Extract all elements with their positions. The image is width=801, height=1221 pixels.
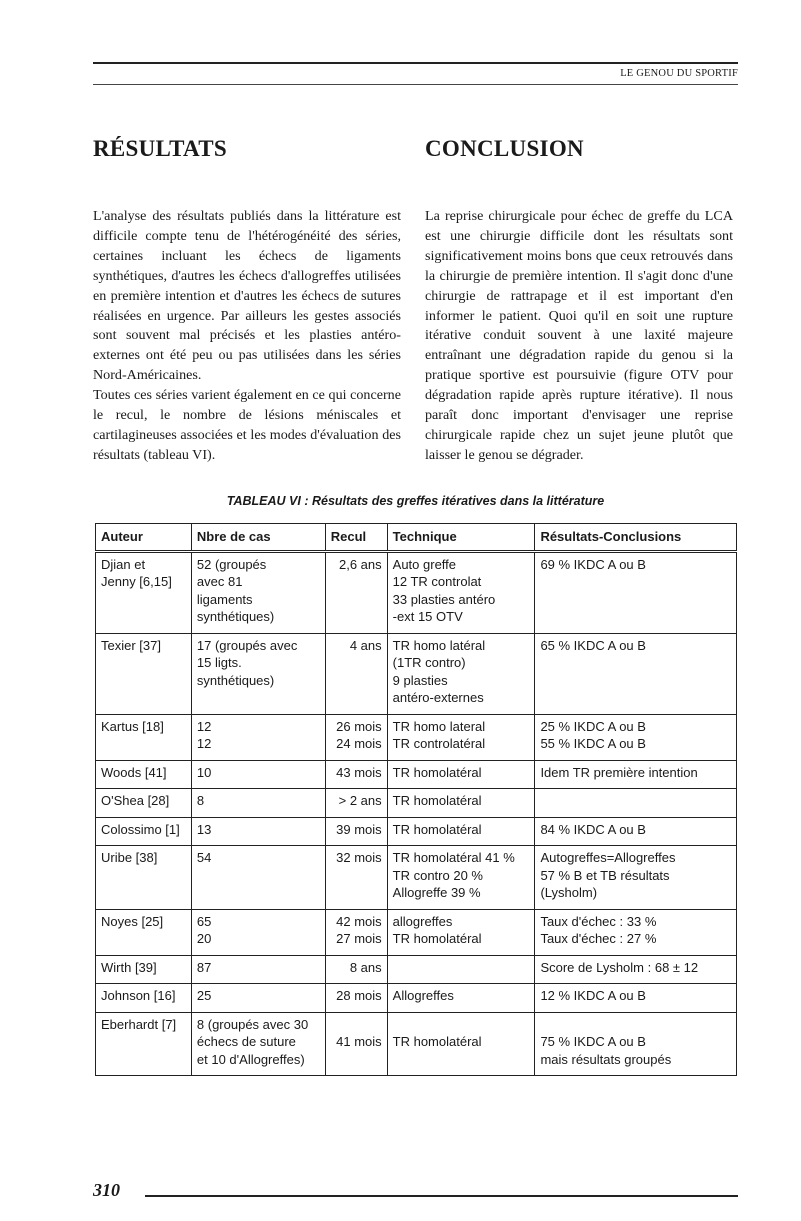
cell-line: TR homolatéral: [392, 931, 482, 946]
cell-recul: [325, 714, 387, 760]
cell-line: (1TR contro): [392, 655, 466, 670]
cell-technique: [387, 1012, 535, 1076]
cell-line: 54: [196, 850, 212, 865]
column-header-resultats: Résultats-Conclusions: [535, 524, 737, 552]
cell-nbre-de-cas: [191, 789, 325, 818]
cell-line: 10: [196, 764, 212, 780]
column-header-auteur: Auteur: [96, 524, 192, 552]
cell-auteur: [96, 551, 192, 633]
cell-recul: [325, 1012, 387, 1076]
cell-line: Autogreffes=Allogreffes: [540, 850, 676, 865]
cell-line: 27 mois: [336, 931, 382, 946]
cell-line: 65 % IKDC A ou B: [540, 637, 646, 653]
table-row: [96, 633, 737, 714]
cell-line: avec 81: [196, 574, 243, 589]
results-body: [93, 207, 401, 466]
cell-resultats: [535, 955, 737, 984]
cell-recul: [325, 551, 387, 633]
cell-resultats: [535, 909, 737, 955]
cell-line: 25 % IKDC A ou B: [540, 718, 646, 734]
cell-resultats: [535, 551, 737, 633]
cell-resultats: [535, 633, 737, 714]
cell-line: > 2 ans: [338, 793, 382, 808]
cell-line: 25: [196, 988, 212, 1003]
cell-auteur: [96, 714, 192, 760]
cell-recul: [325, 909, 387, 955]
cell-line: Idem TR première intention: [540, 764, 698, 780]
cell-line: -ext 15 OTV: [392, 609, 463, 624]
cell-auteur: [96, 1012, 192, 1076]
cell-recul: [325, 846, 387, 910]
cell-line: et 10 d'Allogreffes): [196, 1051, 305, 1067]
cell-line: 28 mois: [336, 988, 382, 1003]
cell-line: Wirth [39]: [101, 959, 157, 975]
cell-line: Score de Lysholm : 68 ± 12: [540, 959, 699, 975]
table-row: [96, 984, 737, 1013]
cell-line: 57 % B et TB résultats: [540, 867, 670, 883]
conclusion-title: CONCLUSION: [425, 136, 584, 161]
cell-line: 13: [196, 821, 212, 837]
cell-resultats: [535, 984, 737, 1013]
cell-auteur: [96, 789, 192, 818]
cell-nbre-de-cas: [191, 846, 325, 910]
cell-auteur: [96, 760, 192, 789]
cell-line: Texier [37]: [101, 637, 161, 653]
footer-rule: [145, 1195, 738, 1197]
cell-auteur: [96, 984, 192, 1013]
table-row: [96, 955, 737, 984]
cell-technique: [387, 909, 535, 955]
cell-technique: [387, 789, 535, 818]
cell-nbre-de-cas: [191, 817, 325, 846]
cell-line: antéro-externes: [392, 690, 484, 705]
table-header-row: [96, 524, 737, 552]
cell-line: ligaments: [196, 591, 253, 607]
cell-line: Kartus [18]: [101, 718, 164, 734]
cell-recul: [325, 789, 387, 818]
cell-line: [540, 792, 731, 810]
cell-technique: [387, 633, 535, 714]
cell-line: 24 mois: [336, 736, 382, 751]
table-row: [96, 760, 737, 789]
cell-resultats: [535, 1012, 737, 1076]
cell-line: TR contro 20 %: [392, 867, 483, 883]
cell-nbre-de-cas: [191, 984, 325, 1013]
cell-nbre-de-cas: [191, 955, 325, 984]
cell-line: Taux d'échec : 33 %: [540, 913, 657, 929]
cell-line: 20: [196, 931, 212, 946]
cell-line: 65: [196, 913, 212, 929]
cell-line: 12: [196, 718, 212, 734]
cell-line: Uribe [38]: [101, 850, 158, 865]
cell-line: Eberhardt [7]: [101, 1016, 177, 1032]
running-head: LE GENOU DU SPORTIF: [620, 68, 738, 79]
cell-line: TR homo latéral: [392, 637, 486, 653]
cell-line: Allogreffes: [392, 988, 454, 1003]
cell-technique: [387, 955, 535, 984]
cell-line: Jenny [6,15]: [101, 574, 172, 589]
cell-line: TR homo lateral: [392, 718, 486, 734]
column-header-recul: Recul: [325, 524, 387, 552]
cell-resultats: [535, 714, 737, 760]
cell-line: 84 % IKDC A ou B: [540, 821, 646, 837]
results-paragraph: L'analyse des résultats publiés dans la littérature est difficile compte tenu de l'hétérogénéité des séries, certaines incluant les échecs de ligaments synthétiques, d'autres les échecs d'allogreffes utilisées en première intention et d'autres les échecs de sutures réalisées en urgence. Par ailleurs les gestes associés sont souvent mal précisés et les plasties antéro-externes ont été peu ou pas utilisées dans les séries Nord-Américaines.: [93, 208, 401, 384]
cell-line: Woods [41]: [101, 764, 167, 780]
cell-nbre-de-cas: [191, 633, 325, 714]
cell-nbre-de-cas: [191, 551, 325, 633]
cell-line: 52 (groupés: [196, 556, 267, 572]
cell-line: 32 mois: [336, 850, 382, 865]
cell-line: TR controlatéral: [392, 736, 486, 751]
cell-auteur: [96, 909, 192, 955]
header-rule: [93, 84, 738, 85]
cell-line: synthétiques): [196, 609, 275, 624]
cell-resultats: [535, 817, 737, 846]
cell-line: 69 % IKDC A ou B: [540, 556, 646, 572]
conclusion-body: [425, 207, 733, 466]
table-body: [96, 551, 737, 1076]
cell-line: [540, 1016, 731, 1034]
cell-line: [393, 1016, 530, 1034]
results-paragraph: Toutes ces séries varient également en ce qui concerne le recul, le nombre de lésions méniscales et cartilagineuses associées et les modes d'évaluation des résultats (tableau VI).: [93, 387, 401, 463]
cell-line: TR homolatéral: [392, 764, 482, 780]
cell-auteur: [96, 633, 192, 714]
table-row: [96, 1012, 737, 1076]
cell-line: 41 mois: [336, 1034, 382, 1049]
cell-line: 87: [196, 959, 212, 975]
cell-line: 12 TR controlat: [392, 574, 482, 589]
cell-line: TR homolatéral: [392, 793, 482, 808]
cell-line: 55 % IKDC A ou B: [540, 736, 646, 751]
cell-line: échecs de suture: [196, 1034, 296, 1049]
cell-line: 33 plasties antéro: [392, 591, 496, 607]
cell-line: Johnson [16]: [101, 988, 176, 1003]
cell-line: 75 % IKDC A ou B: [540, 1034, 646, 1049]
cell-line: Taux d'échec : 27 %: [540, 931, 657, 946]
cell-line: 12 % IKDC A ou B: [540, 988, 646, 1003]
cell-recul: [325, 760, 387, 789]
cell-line: Auto greffe: [392, 556, 457, 572]
cell-recul: [325, 984, 387, 1013]
cell-technique: [387, 760, 535, 789]
cell-auteur: [96, 955, 192, 984]
cell-line: 2,6 ans: [339, 556, 382, 572]
cell-technique: [387, 984, 535, 1013]
cell-line: 15 ligts.: [196, 655, 242, 670]
cell-line: 39 mois: [336, 821, 382, 837]
conclusion-paragraph: La reprise chirurgicale pour échec de greffe du LCA est une chirurgie difficile dont les résultats sont significativement moins bons que ceux retrouvés dans la chirurgie de première intention. Il s'agit donc d'une chirurgie de rattrapage et il est important d'en informer le patient. Quoi qu'il en soit une rupture itérative conduit souvent à une laxité majeure entraînant une dégradation rapide du genou si la pratique sportive est poursuivie (figure OTV pour dégradation rapide après rupture itérative). Il nous paraît donc important d'envisager une reprise chirurgicale rapide chez un sujet jeune plutôt que laisser le genou se dégrader.: [425, 208, 733, 463]
cell-line: Djian et: [101, 556, 146, 572]
cell-line: 8 (groupés avec 30: [196, 1016, 309, 1032]
cell-technique: [387, 846, 535, 910]
table-row: [96, 789, 737, 818]
cell-nbre-de-cas: [191, 1012, 325, 1076]
cell-line: allogreffes: [392, 913, 453, 929]
cell-recul: [325, 817, 387, 846]
cell-technique: [387, 551, 535, 633]
cell-nbre-de-cas: [191, 909, 325, 955]
cell-line: 9 plasties: [392, 672, 448, 688]
results-title: RÉSULTATS: [93, 136, 227, 161]
cell-line: 8: [196, 793, 205, 808]
cell-recul: [325, 633, 387, 714]
cell-resultats: [535, 760, 737, 789]
column-header-nbre-de-cas: Nbre de cas: [191, 524, 325, 552]
cell-resultats: [535, 846, 737, 910]
column-header-technique: Technique: [387, 524, 535, 552]
cell-line: [393, 959, 530, 977]
cell-line: TR homolatéral 41 %: [392, 850, 515, 865]
results-table: [95, 523, 737, 1076]
page-number: 310: [93, 1180, 120, 1200]
cell-line: O'Shea [28]: [101, 793, 170, 808]
cell-line: 8 ans: [349, 959, 382, 975]
cell-line: (Lysholm): [540, 885, 598, 900]
table-row: [96, 909, 737, 955]
top-rule: [93, 62, 738, 64]
cell-line: 17 (groupés avec: [196, 637, 298, 653]
table-row: [96, 817, 737, 846]
cell-line: 26 mois: [336, 718, 382, 734]
cell-line: mais résultats groupés: [540, 1051, 672, 1067]
table-row: [96, 714, 737, 760]
cell-line: 42 mois: [336, 913, 382, 929]
cell-line: 4 ans: [349, 637, 382, 653]
table-caption: TABLEAU VI : Résultats des greffes itératives dans la littérature: [226, 494, 605, 508]
cell-line: 12: [196, 736, 212, 751]
cell-line: TR homolatéral: [392, 1034, 482, 1049]
cell-technique: [387, 817, 535, 846]
table-row: [96, 551, 737, 633]
cell-line: 43 mois: [336, 764, 382, 780]
cell-line: TR homolatéral: [392, 821, 482, 837]
cell-line: Allogreffe 39 %: [392, 885, 481, 900]
cell-nbre-de-cas: [191, 760, 325, 789]
table-row: [96, 846, 737, 910]
cell-line: Colossimo [1]: [101, 821, 180, 837]
cell-resultats: [535, 789, 737, 818]
cell-line: Noyes [25]: [101, 913, 164, 929]
cell-auteur: [96, 846, 192, 910]
cell-nbre-de-cas: [191, 714, 325, 760]
cell-technique: [387, 714, 535, 760]
cell-line: [331, 1016, 382, 1034]
cell-auteur: [96, 817, 192, 846]
cell-line: synthétiques): [196, 672, 275, 688]
cell-recul: [325, 955, 387, 984]
